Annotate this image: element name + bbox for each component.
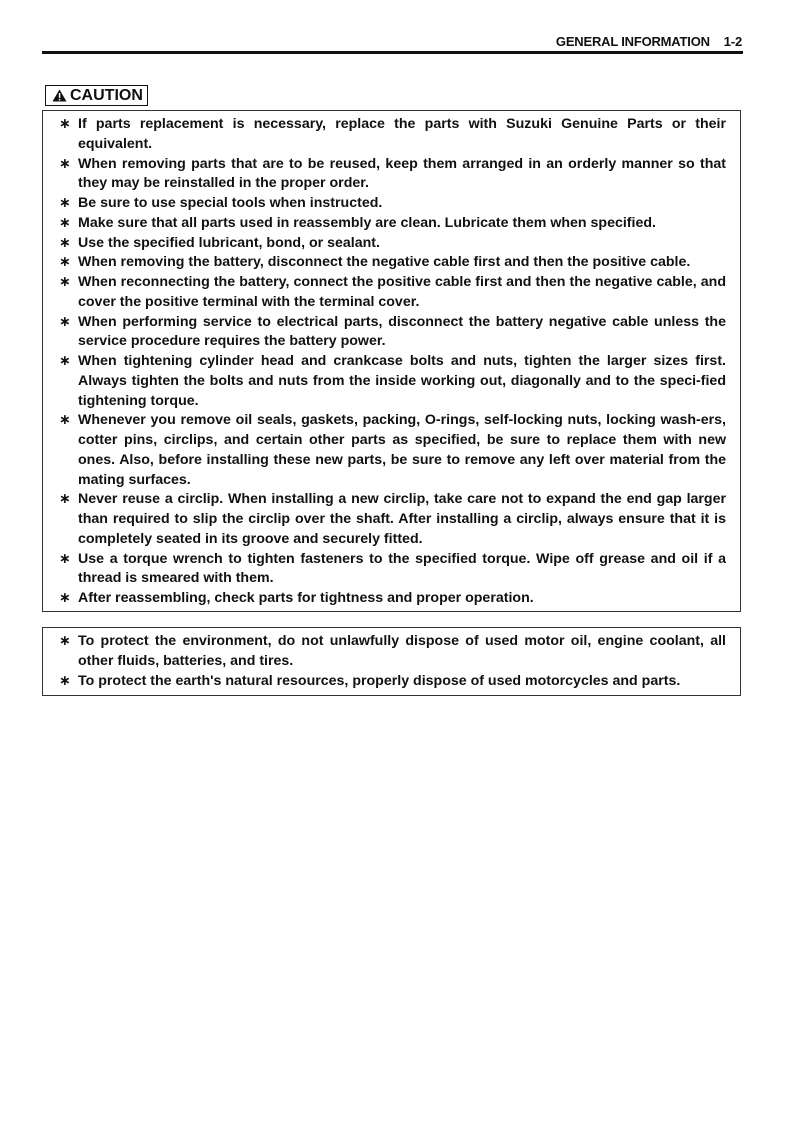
list-item-text: Whenever you remove oil seals, gaskets, packing, O-rings, self-locking nuts, locking wash-ers, cotter pins, circlips, and certain other parts as specified, be sure to replace them with new ones. Also, before installing these new parts, be sure to remove any left over material from the mating surfaces.	[78, 412, 726, 488]
asterisk-bullet-icon: ∗	[59, 214, 71, 231]
asterisk-bullet-icon: ∗	[59, 254, 71, 271]
list-item	[43, 313, 740, 353]
caution-text: CAUTION	[70, 87, 143, 104]
list-item	[43, 194, 740, 214]
list-item-text: To protect the environment, do not unlawfully dispose of used motor oil, engine coolant, all other fluids, batteries, and tires.	[78, 633, 726, 669]
list-item-text: Make sure that all parts used in reassembly are clean. Lubricate them when specified.	[78, 214, 656, 231]
asterisk-bullet-icon: ∗	[59, 313, 71, 330]
list-item	[43, 234, 740, 254]
asterisk-bullet-icon: ∗	[59, 195, 71, 211]
list-item-text: When removing parts that are to be reused, keep them arranged in an orderly manner so that they may be reinstalled in the proper order.	[78, 155, 726, 192]
list-item	[43, 672, 740, 692]
environment-list	[43, 632, 740, 691]
caution-list	[43, 115, 740, 609]
asterisk-bullet-icon: ∗	[59, 412, 71, 429]
caution-box	[42, 110, 741, 612]
list-item	[43, 214, 740, 234]
asterisk-bullet-icon: ∗	[59, 491, 71, 508]
list-item	[43, 550, 740, 590]
list-item	[43, 352, 740, 411]
list-item-text: If parts replacement is necessary, replace the parts with Suzuki Genuine Parts or their equivalent.	[78, 116, 726, 152]
asterisk-bullet-icon: ∗	[59, 633, 71, 649]
section-title: GENERAL INFORMATION	[555, 34, 710, 49]
list-item	[43, 253, 740, 273]
list-item-text: When tightening cylinder head and crankcase bolts and nuts, tighten the larger sizes first. Always tighten the bolts and nuts from the inside working out, diagonally and to the speci-fied tightening torque.	[78, 353, 726, 409]
list-item	[43, 155, 740, 195]
list-item-text: Never reuse a circlip. When installing a new circlip, take care not to expand the end gap larger than required to slip the circlip over the shaft. After installing a circlip, always ensure that it is completely seated in its groove and securely fitted.	[78, 491, 726, 547]
list-item-text: Use the specified lubricant, bond, or sealant.	[78, 234, 380, 251]
asterisk-bullet-icon: ∗	[59, 590, 71, 606]
list-item-text: To protect the earth's natural resources, properly dispose of used motorcycles and parts.	[78, 672, 681, 689]
list-item	[43, 589, 740, 609]
list-item	[43, 632, 740, 672]
asterisk-bullet-icon: ∗	[59, 274, 71, 290]
caution-label	[45, 85, 148, 106]
asterisk-bullet-icon: ∗	[59, 672, 71, 689]
asterisk-bullet-icon: ∗	[59, 550, 71, 567]
list-item-text: Be sure to use special tools when instructed.	[78, 195, 383, 211]
list-item-text: When performing service to electrical parts, disconnect the battery negative cable unless the service procedure requires the battery power.	[78, 313, 726, 350]
list-item	[43, 490, 740, 549]
asterisk-bullet-icon: ∗	[59, 116, 71, 132]
environment-box	[42, 627, 741, 696]
asterisk-bullet-icon: ∗	[59, 155, 71, 172]
list-item-text: After reassembling, check parts for tightness and proper operation.	[78, 590, 534, 606]
list-item	[43, 411, 740, 490]
header-rule	[42, 51, 743, 54]
list-item-text: When reconnecting the battery, connect the positive cable first and then the negative cable, and cover the positive terminal with the terminal cover.	[78, 274, 726, 310]
list-item	[43, 273, 740, 313]
asterisk-bullet-icon: ∗	[59, 234, 71, 251]
asterisk-bullet-icon: ∗	[59, 353, 71, 369]
list-item	[43, 115, 740, 155]
warning-triangle-icon	[52, 89, 67, 102]
page-number: 1-2	[723, 34, 742, 49]
list-item-text: Use a torque wrench to tighten fasteners to the specified torque. Wipe off grease and oil if a thread is smeared with them.	[78, 550, 726, 587]
list-item-text: When removing the battery, disconnect the negative cable first and then the positive cable.	[78, 254, 691, 271]
